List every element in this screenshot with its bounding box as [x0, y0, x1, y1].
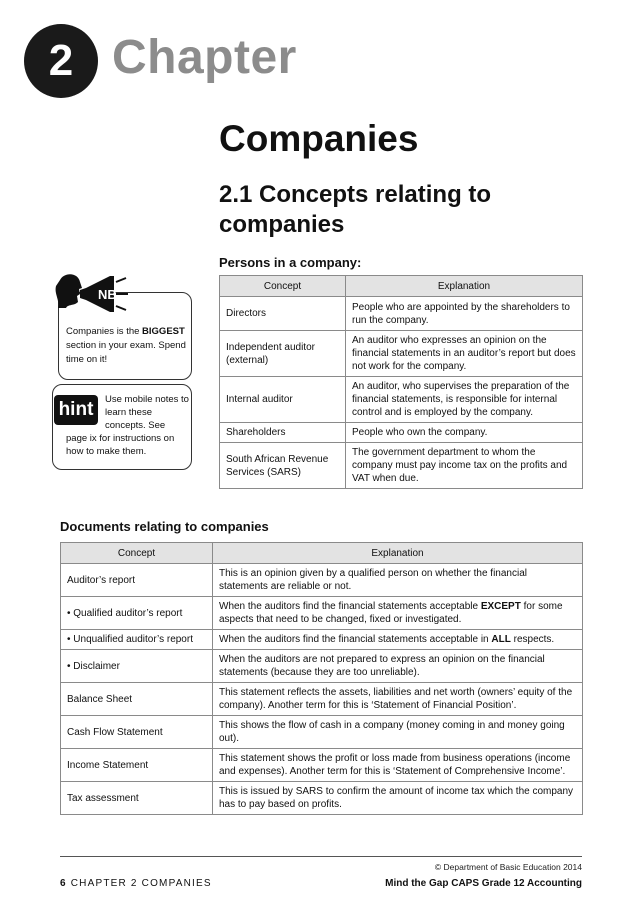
explanation-emphasis: ALL	[491, 634, 511, 645]
explanation-cell	[213, 749, 583, 782]
explanation-emphasis: EXCEPT	[480, 601, 521, 612]
column-header-explanation: Explanation	[346, 276, 583, 297]
explanation-cell	[213, 597, 583, 630]
concept-cell: • Disclaimer	[61, 650, 213, 683]
explanation-cell	[213, 630, 583, 650]
table-row	[61, 564, 583, 597]
chapter-number-badge: 2	[24, 24, 98, 98]
explanation-cell: An auditor, who supervises the preparation of the financial statements, is responsible for internal control and is employed by the company.	[346, 377, 583, 423]
persons-table	[219, 275, 583, 489]
column-header-concept: Concept	[61, 543, 213, 564]
nb-callout-text	[66, 325, 186, 367]
footer-book-title: Mind the Gap CAPS Grade 12 Accounting	[385, 878, 582, 889]
nb-text-bold: BIGGEST	[142, 326, 185, 337]
column-header-explanation: Explanation	[213, 543, 583, 564]
column-header-concept: Concept	[220, 276, 346, 297]
table-row	[61, 597, 583, 630]
explanation-text: This is an opinion given by a qualified person on whether the financial statements are reliable or not.	[219, 568, 527, 592]
table-row	[61, 749, 583, 782]
explanation-text: When the auditors find the financial statements acceptable	[219, 601, 481, 612]
concept-cell: Independent auditor (external)	[220, 331, 346, 377]
concept-cell: Balance Sheet	[61, 683, 213, 716]
page-title: Companies	[219, 118, 419, 159]
table-header-row	[220, 276, 583, 297]
footer-chapter	[60, 878, 212, 889]
explanation-cell	[213, 683, 583, 716]
table-row	[61, 630, 583, 650]
hint-text: Use mobile notes to learn these concepts. See	[105, 394, 189, 431]
nb-badge-label: NB	[98, 287, 117, 302]
explanation-cell: An auditor who expresses an opinion on the financial statements in an auditor’s report but does not work for the company.	[346, 331, 583, 377]
hint-icon: hint	[54, 395, 98, 425]
hint-text: page ix for instructions on how to make them.	[66, 433, 175, 457]
persons-heading: Persons in a company:	[219, 255, 362, 270]
concept-cell: Internal auditor	[220, 377, 346, 423]
concept-cell: South African Revenue Services (SARS)	[220, 443, 346, 489]
footer-chapter-label: CHAPTER 2 COMPANIES	[70, 878, 212, 889]
concept-cell: Auditor’s report	[61, 564, 213, 597]
page-number: 6	[60, 878, 67, 889]
explanation-text: for some aspects that need to be changed, fixed or investigated.	[219, 601, 563, 625]
table-header-row	[61, 543, 583, 564]
table-row	[61, 782, 583, 815]
copyright-notice: © Department of Basic Education 2014	[434, 862, 582, 872]
explanation-text: This statement reflects the assets, liabilities and net worth (owners’ equity of the company). Another term for this is ‘Statement of Financial Position’.	[219, 687, 573, 711]
concept-cell: Directors	[220, 297, 346, 331]
table-row	[61, 683, 583, 716]
documents-table	[60, 542, 583, 815]
nb-text-part: section in your exam. Spend time on it!	[66, 340, 186, 365]
table-row	[220, 331, 583, 377]
documents-heading: Documents relating to companies	[60, 519, 269, 534]
table-row	[220, 297, 583, 331]
explanation-text: When the auditors are not prepared to express an opinion on the financial statements (because they are too unreliable).	[219, 654, 545, 678]
concept-cell: Cash Flow Statement	[61, 716, 213, 749]
explanation-text: This is issued by SARS to confirm the amount of income tax which the company has to pay based on profits.	[219, 786, 574, 810]
nb-text-part: Companies is the	[66, 326, 143, 337]
table-row	[220, 443, 583, 489]
explanation-cell	[213, 650, 583, 683]
explanation-cell: People who are appointed by the shareholders to run the company.	[346, 297, 583, 331]
explanation-cell: People who own the company.	[346, 423, 583, 443]
explanation-text: This shows the flow of cash in a company (money coming in and money going out).	[219, 720, 565, 744]
table-row	[220, 423, 583, 443]
explanation-cell: The government department to whom the company must pay income tax on the profits and VAT when due.	[346, 443, 583, 489]
explanation-cell	[213, 564, 583, 597]
concept-cell: • Qualified auditor’s report	[61, 597, 213, 630]
concept-cell: Tax assessment	[61, 782, 213, 815]
explanation-cell	[213, 782, 583, 815]
table-row	[61, 650, 583, 683]
explanation-text: respects.	[510, 634, 555, 645]
chapter-label: Chapter	[112, 31, 297, 84]
concept-cell: Shareholders	[220, 423, 346, 443]
explanation-cell	[213, 716, 583, 749]
concept-cell: Income Statement	[61, 749, 213, 782]
megaphone-icon	[50, 272, 130, 318]
table-row	[61, 716, 583, 749]
table-row	[220, 377, 583, 423]
explanation-text: This statement shows the profit or loss made from business operations (income and expenses). Another term for this is ‘Statement of Comprehensive Income’.	[219, 753, 571, 777]
section-title: 2.1 Concepts relating to companies	[219, 181, 492, 238]
footer-divider	[60, 856, 582, 857]
explanation-text: When the auditors find the financial statements acceptable in	[219, 634, 492, 645]
concept-cell: • Unqualified auditor’s report	[61, 630, 213, 650]
